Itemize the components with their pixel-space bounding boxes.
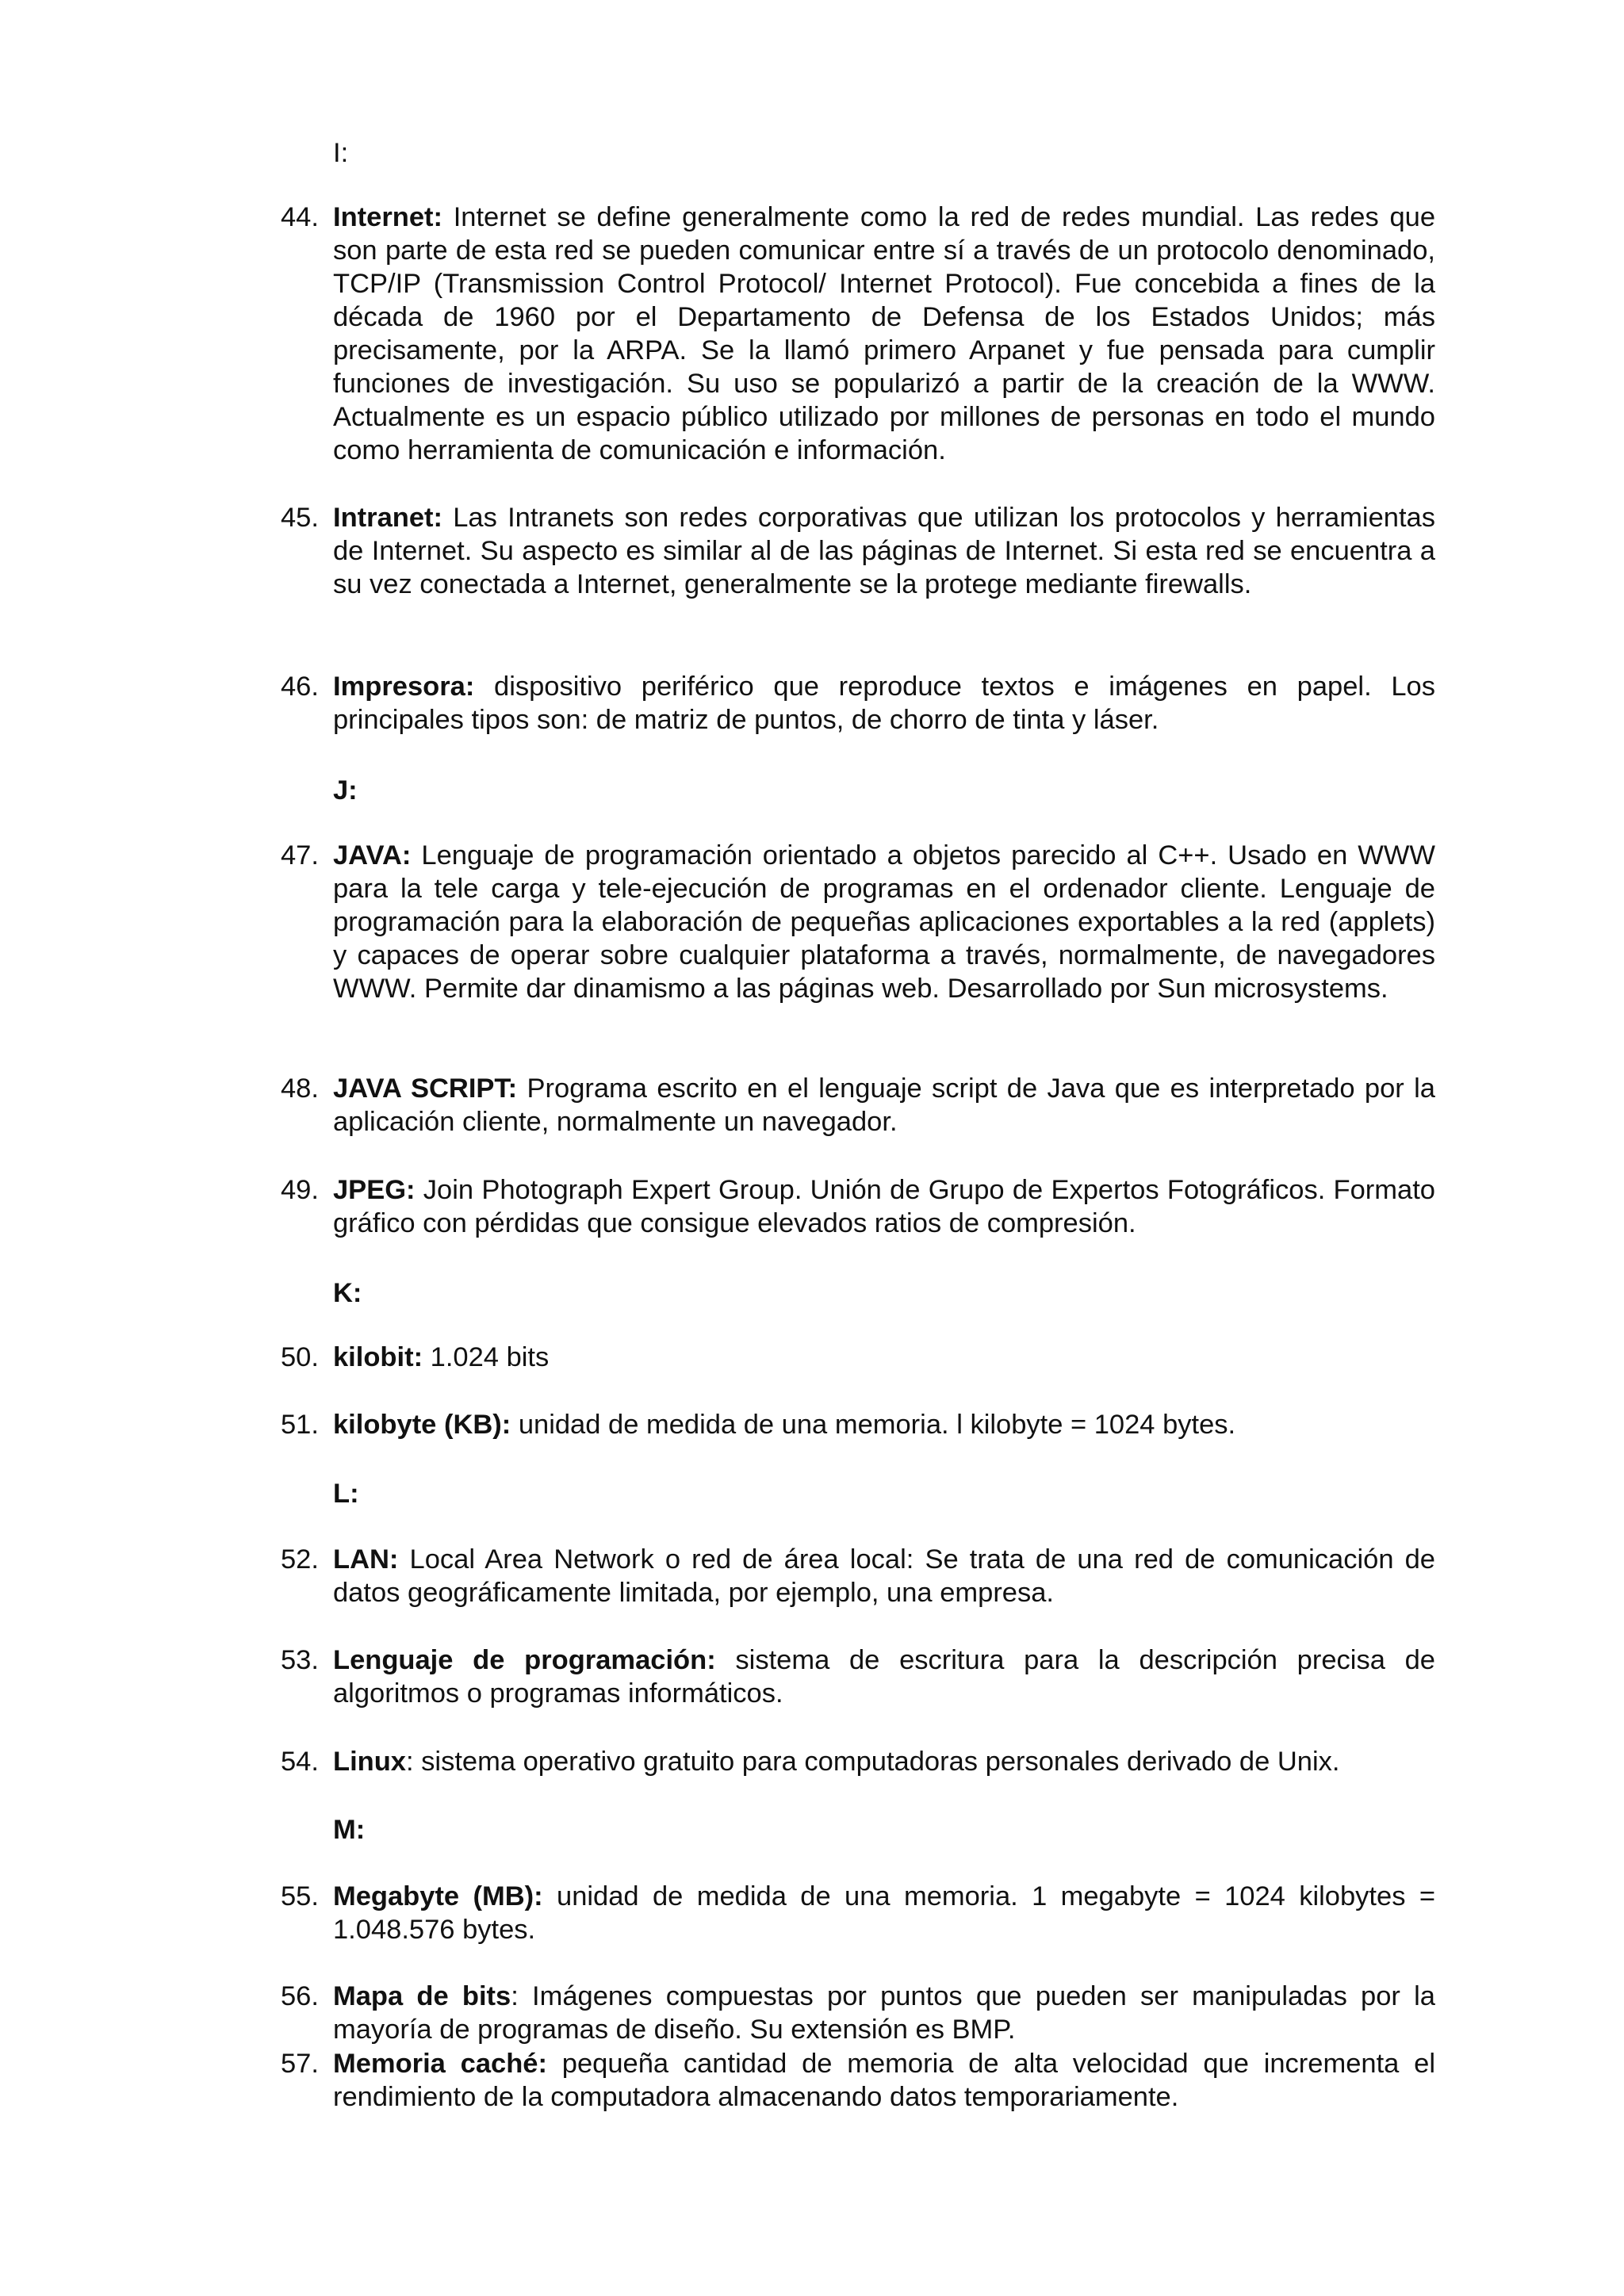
entry-number: 52.	[281, 1544, 319, 1575]
entry-number: 51.	[281, 1410, 319, 1440]
entry-number: 46.	[281, 672, 319, 702]
entry-definition: Programa escrito en el lenguaje script de Java que es interpretado por la aplicación cliente, normalmente un navegador.	[333, 1073, 1435, 1137]
entry-number: 44.	[281, 202, 319, 232]
entry-number: 55.	[281, 1881, 319, 1911]
entry-body	[333, 1880, 1435, 1946]
entry-term: LAN:	[333, 1544, 399, 1575]
entry-term: Internet:	[333, 202, 442, 232]
glossary-entry-java	[281, 839, 1435, 1005]
entry-definition: 1.024 bits	[423, 1342, 550, 1372]
entry-number: 47.	[281, 840, 319, 871]
entry-number: 57.	[281, 2049, 319, 2079]
entry-body	[333, 201, 1435, 467]
entry-definition: : sistema operativo gratuito para computadoras personales derivado de Unix.	[406, 1747, 1340, 1777]
glossary-entry-impresora	[281, 670, 1435, 737]
entry-term: kilobyte (KB):	[333, 1410, 511, 1440]
glossary-entry-kilobit	[281, 1341, 1435, 1374]
entry-term: Linux	[333, 1747, 406, 1777]
entry-body	[333, 1745, 1435, 1778]
entry-term: Intranet:	[333, 503, 442, 533]
entry-definition: unidad de medida de una memoria. l kilobyte = 1024 bytes.	[511, 1410, 1236, 1440]
entry-definition: unidad de medida de una memoria. 1 megabyte = 1024 kilobytes = 1.048.576 bytes.	[333, 1881, 1435, 1945]
entry-definition: : Imágenes compuestas por puntos que pueden ser manipuladas por la mayoría de programas de diseño. Su extensión es BMP.	[333, 1981, 1435, 2045]
section-heading-m: M:	[333, 1815, 366, 1845]
entry-term: Impresora:	[333, 672, 475, 702]
entry-definition: Join Photograph Expert Group. Unión de Grupo de Expertos Fotográficos. Formato gráfico con pérdidas que consigue elevados ratios de compresión.	[333, 1175, 1435, 1238]
entry-body	[333, 1173, 1435, 1240]
entry-number: 56.	[281, 1981, 319, 2011]
entry-term: JAVA SCRIPT:	[333, 1073, 518, 1104]
glossary-entry-mapa-de-bits	[281, 1980, 1435, 2046]
glossary-entry-kilobyte	[281, 1408, 1435, 1441]
section-heading-k: K:	[333, 1278, 362, 1308]
entry-number: 45.	[281, 503, 319, 533]
entry-definition: sistema de escritura para la descripción precisa de algoritmos o programas informáticos.	[333, 1645, 1435, 1709]
entry-definition: Lenguaje de programación orientado a objetos parecido al C++. Usado en WWW para la tele carga y tele-ejecución de programas en el ordenador cliente. Lenguaje de programación para la elaboración de pequeñas aplicaciones exportables a la red (applets) y capaces de operar sobre cualquier plataforma a través, normalmente, de navegadores WWW. Permite dar dinamismo a las páginas web. Desarrollado por Sun microsystems.	[333, 840, 1435, 1004]
section-heading-i: I:	[333, 138, 349, 168]
entry-number: 50.	[281, 1342, 319, 1372]
entry-body	[333, 1980, 1435, 2046]
entry-body	[333, 1543, 1435, 1609]
entry-body	[333, 1072, 1435, 1138]
entry-body	[333, 1341, 1435, 1374]
entry-term: kilobit:	[333, 1342, 423, 1372]
entry-body	[333, 1408, 1435, 1441]
entry-number: 53.	[281, 1645, 319, 1675]
glossary-entry-lenguaje	[281, 1644, 1435, 1710]
entry-body	[333, 839, 1435, 1005]
entry-term: Lenguaje de programación:	[333, 1645, 716, 1675]
entry-definition: Local Area Network o red de área local: Se trata de una red de comunicación de datos geográficamente limitada, por ejemplo, una empresa.	[333, 1544, 1435, 1608]
entry-number: 49.	[281, 1175, 319, 1205]
entry-term: Mapa de bits	[333, 1981, 511, 2011]
entry-number: 54.	[281, 1747, 319, 1777]
entry-number: 48.	[281, 1073, 319, 1104]
entry-body	[333, 501, 1435, 601]
glossary-entry-internet	[281, 201, 1435, 467]
glossary-entry-megabyte	[281, 1880, 1435, 1946]
glossary-entry-intranet	[281, 501, 1435, 601]
entry-term: JAVA:	[333, 840, 412, 871]
glossary-entry-linux	[281, 1745, 1435, 1778]
glossary-entry-jpeg	[281, 1173, 1435, 1240]
glossary-entry-lan	[281, 1543, 1435, 1609]
glossary-entry-java-script	[281, 1072, 1435, 1138]
glossary-entry-memoria-cache	[281, 2047, 1435, 2114]
entry-body	[333, 670, 1435, 737]
section-heading-l: L:	[333, 1479, 359, 1509]
entry-term: Megabyte (MB):	[333, 1881, 543, 1911]
entry-definition: dispositivo periférico que reproduce textos e imágenes en papel. Los principales tipos son: de matriz de puntos, de chorro de tinta y láser.	[333, 672, 1435, 735]
entry-body	[333, 1644, 1435, 1710]
entry-term: Memoria caché:	[333, 2049, 547, 2079]
entry-definition: Internet se define generalmente como la red de redes mundial. Las redes que son parte de esta red se pueden comunicar entre sí a través de un protocolo denominado, TCP/IP (Transmission Control Protocol/ Internet Protocol). Fue concebida a fines de la década de 1960 por el Departamento de Defensa de los Estados Unidos; más precisamente, por la ARPA. Se la llamó primero Arpanet y fue pensada para cumplir funciones de investigación. Su uso se popularizó a partir de la creación de la WWW. Actualmente es un espacio público utilizado por millones de personas en todo el mundo como herramienta de comunicación e información.	[333, 202, 1435, 465]
entry-definition: Las Intranets son redes corporativas que utilizan los protocolos y herramientas de Internet. Su aspecto es similar al de las páginas de Internet. Si esta red se encuentra a su vez conectada a Internet, generalmente se la protege mediante firewalls.	[333, 503, 1435, 599]
entry-term: JPEG:	[333, 1175, 416, 1205]
entry-definition: pequeña cantidad de memoria de alta velocidad que incrementa el rendimiento de la computadora almacenando datos temporariamente.	[333, 2049, 1435, 2112]
entry-body	[333, 2047, 1435, 2114]
section-heading-j: J:	[333, 775, 358, 806]
